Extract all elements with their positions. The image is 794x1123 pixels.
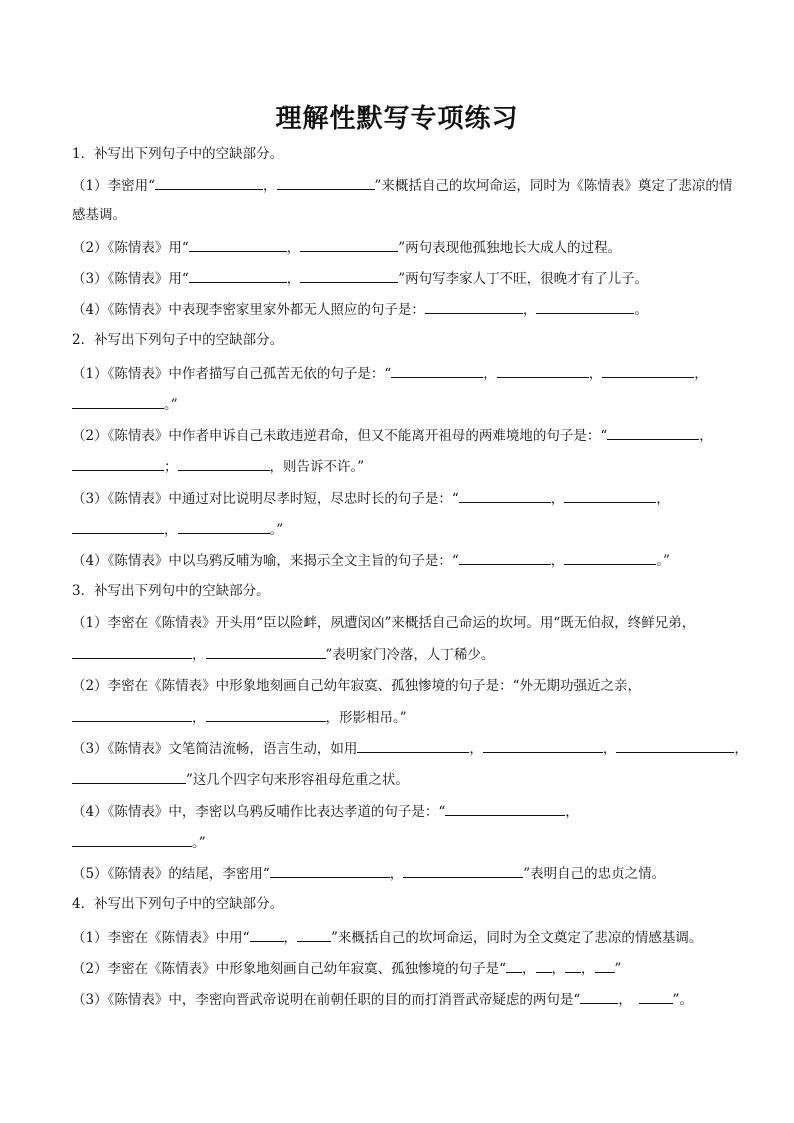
question-line [72,363,708,384]
fill-in-blank[interactable] [72,519,164,534]
fill-in-blank[interactable] [72,832,192,847]
question-line [72,644,494,665]
fill-in-blank[interactable] [178,456,270,471]
question-line [72,989,693,1010]
line-text: 2．补写出下列句子中的空缺部分。 [72,332,284,348]
line-text: ”两句表现他孤独地长大成人的过程。 [398,240,622,256]
fill-in-blank[interactable] [595,958,615,973]
question-line [72,519,283,540]
fill-in-blank[interactable] [580,989,618,1004]
line-text: （4）《陈情表》中表现李密家里家外都无人照应的句子是： [72,302,425,318]
line-text: ， [192,710,206,726]
question-line [72,237,621,258]
question-line [72,894,283,914]
line-text: （1）李密在《陈情表》开头用“臣以险衅，夙遭闵凶”来概括自己命运的坎坷。用“既无伯叔，终鲜兄弟， [72,615,696,631]
fill-in-blank[interactable] [155,175,263,190]
line-text: ； [164,459,178,475]
line-text: ，形影相吊。” [325,710,407,726]
line-text: 1．补写出下列句子中的空缺部分。 [72,146,284,162]
fill-in-blank[interactable] [445,801,565,816]
line-text: ”表明自己的忠贞之情。 [523,866,666,882]
line-text: 。” [164,397,178,413]
line-text: 。” [656,553,670,569]
fill-in-blank[interactable] [536,299,634,314]
question-line [72,863,665,884]
line-text: 感基调。 [72,207,126,223]
line-text: ， [550,553,565,569]
line-text: （3）《陈情表》中通过对比说明尽孝时短，尽忠时长的句子是：“ [72,491,459,507]
question-line [72,456,364,477]
line-text: ，则告诉不许。” [269,459,365,475]
fill-in-blank[interactable] [459,550,551,565]
question-line [72,958,621,979]
fill-in-blank[interactable] [189,237,287,252]
fill-in-blank[interactable] [564,488,656,503]
fill-in-blank[interactable] [300,268,398,283]
question-line [72,205,126,225]
line-text: ”。 [672,992,693,1008]
fill-in-blank[interactable] [72,394,164,409]
fill-in-blank[interactable] [565,958,581,973]
fill-in-blank[interactable] [206,644,326,659]
fill-in-blank[interactable] [357,738,469,753]
fill-in-blank[interactable] [189,268,287,283]
line-text: 。 [634,302,648,318]
line-text: ， [164,522,178,538]
line-text: （2）《陈情表》用“ [72,240,189,256]
question-line [72,268,648,289]
question-line [72,676,641,696]
question-line [72,330,283,350]
fill-in-blank[interactable] [72,707,192,722]
line-text: ”来概括自己的坎坷命运，同时为全文奠定了悲凉的情感基调。 [331,930,703,946]
line-text: ， [283,930,297,946]
line-text: ， [656,491,670,507]
fill-in-blank[interactable] [270,863,390,878]
line-text: （4）《陈情表》中，李密以乌鸦反哺作比表达孝道的句子是：“ [72,804,446,820]
line-text: （1）李密用“ [72,178,155,194]
question-line [72,488,670,509]
question-line [72,927,702,948]
fill-in-blank[interactable] [391,363,483,378]
fill-in-blank[interactable] [616,738,734,753]
line-text: （4）《陈情表》中以乌鸦反哺为喻，来揭示全文主旨的句子是：“ [72,553,459,569]
line-text: ”来概括自己的坎坷命运，同时为《陈情表》奠定了悲凉的情 [374,178,733,194]
fill-in-blank[interactable] [506,958,522,973]
line-text: ” [614,961,622,977]
question-line [72,769,409,790]
fill-in-blank[interactable] [536,958,552,973]
line-text: ， [618,992,639,1008]
line-text: ， [389,866,404,882]
line-text: ”这几个四字句来形容祖母危重之状。 [186,772,409,788]
line-text: （2）李密在《陈情表》中形象地刻画自己幼年寂寞、孤独惨境的句子是：“外无期功强近之亲， [72,678,641,694]
fill-in-blank[interactable] [497,363,589,378]
line-text: （3）《陈情表》中，李密向晋武帝说明在前朝任职的目的而打消晋武帝疑虑的两句是“ [72,992,581,1008]
line-text: ， [522,302,537,318]
question-line [72,550,670,571]
line-text: （3）《陈情表》文笔简洁流畅，语言生动，如用 [72,741,358,757]
line-text: 4．补写出下列句子中的空缺部分。 [72,896,284,912]
line-text: （2）李密在《陈情表》中形象地刻画自己幼年寂寞、孤独惨境的句子是“ [72,961,506,977]
line-text: （1）李密在《陈情表》中用“ [72,930,250,946]
fill-in-blank[interactable] [639,989,673,1004]
question-line [72,394,178,415]
fill-in-blank[interactable] [564,550,656,565]
fill-in-blank[interactable] [206,707,326,722]
line-text: 3．补写出下列句中的空缺部分。 [72,583,270,599]
fill-in-blank[interactable] [72,769,186,784]
line-text: ， [192,647,206,663]
fill-in-blank[interactable] [250,927,284,942]
fill-in-blank[interactable] [300,237,398,252]
question-line [72,832,206,853]
fill-in-blank[interactable] [602,363,694,378]
line-text: （3）《陈情表》用“ [72,271,189,287]
line-text: （5）《陈情表》的结尾，李密用“ [72,866,270,882]
fill-in-blank[interactable] [178,519,270,534]
line-text: ， [263,178,277,194]
line-text: ， [522,961,536,977]
fill-in-blank[interactable] [297,927,331,942]
fill-in-blank[interactable] [459,488,551,503]
line-text: ， [483,366,497,382]
line-text: ， [694,366,708,382]
line-text: ， [588,366,603,382]
fill-in-blank[interactable] [425,299,523,314]
line-text: （1）《陈情表》中作者描写自己孤苦无依的句子是：“ [72,366,392,382]
line-text: ， [286,240,301,256]
line-text: （2）《陈情表》中作者申诉自己未敢违逆君命，但又不能离开祖母的两难境地的句子是：“ [72,428,608,444]
line-text: ， [550,491,565,507]
line-text: ， [565,804,579,820]
line-text: ”表明家门冷落，人丁稀少。 [325,647,495,663]
question-line [72,581,270,601]
page-title: 理解性默写专项练习 [275,104,519,134]
line-text: ， [469,741,483,757]
line-text: ， [286,271,301,287]
fill-in-blank[interactable] [607,425,699,440]
question-line [72,707,407,728]
line-text: ”两句写李家人丁不旺，很晚才有了儿子。 [398,271,649,287]
fill-in-blank[interactable] [72,644,192,659]
fill-in-blank[interactable] [483,738,603,753]
line-text: 。” [269,522,284,538]
line-text: 。” [192,835,206,851]
question-line [72,613,695,633]
fill-in-blank[interactable] [72,456,164,471]
line-text: ， [602,741,617,757]
fill-in-blank[interactable] [277,175,375,190]
question-line [72,801,579,822]
line-text: ， [699,428,713,444]
question-line [72,425,713,446]
line-text: ， [581,961,595,977]
line-text: ， [734,741,748,757]
question-line [72,738,748,759]
question-line [72,144,283,164]
question-line [72,175,732,196]
fill-in-blank[interactable] [403,863,523,878]
line-text: ， [551,961,565,977]
question-line [72,299,648,320]
